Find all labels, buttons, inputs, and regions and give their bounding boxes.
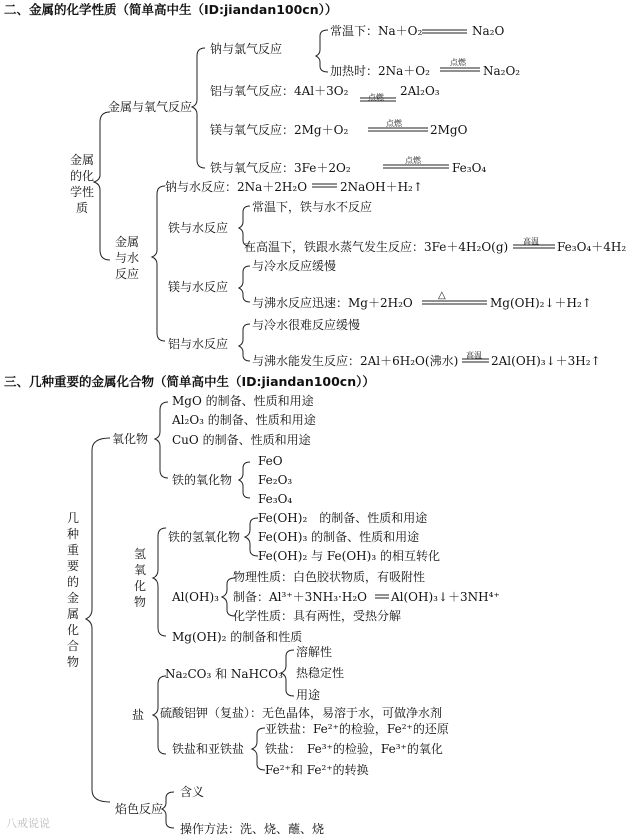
magnesium-cold: 与冷水反应缓慢 [252,259,337,273]
flame-item-1: 含义 [180,785,205,799]
heating-condition: 点燃 [450,58,466,67]
sodium-water: 钠与水反应：2Na＋2H₂O [165,180,308,194]
aluminum-condition: 点燃 [368,93,384,102]
section3-title: 三、几种重要的金属化合物（简单高中生（ID:jiandan100cn）） [4,374,375,389]
iron-oxide-2: Fe₂O₃ [258,473,293,487]
watermark: 八戒说说 [6,817,50,830]
aluminum-water-condition: 高温 [466,351,482,360]
heating-product: Na₂O₂ [483,64,521,78]
alum-text: 硫酸铝钾（复盐）：无色晶体，易溶于水，可做净水剂 [160,706,443,720]
sodium-oxygen-label: 钠与氯气反应 [210,42,283,56]
iron-oxide-3: Fe₃O₄ [258,492,293,506]
flame-label: 焰色反应 [115,802,164,816]
magnesium-condition: 点燃 [386,119,402,128]
iron-water-room: 常温下，铁与水不反应 [252,200,373,214]
iron-salt-1: 亚铁盐：Fe²⁺的检验，Fe²⁺的还原 [265,722,449,736]
iron-hydroxide-1: Fe(OH)₂ 的制备、性质和用途 [258,511,428,525]
magnesium-boiling: 与沸水反应迅速：Mg＋2H₂O [252,296,413,310]
magnesium-oxygen: 镁与氧气反应：2Mg＋O₂ [210,123,349,137]
room-temp-product: Na₂O [472,24,505,38]
oxides-label: 氧化物 [112,432,149,446]
iron-hydroxides-label: 铁的氢氧化物 [168,530,241,544]
iron-water-label: 铁与水反应 [168,221,229,235]
root-brace [94,112,110,260]
magnesium-water-label: 镁与水反应 [168,280,229,294]
oxide-item-1: MgO 的制备、性质和用途 [172,394,314,408]
hydroxides-label: 氢氧化物 [133,547,146,609]
iron-water-high: 在高温下，铁跟水蒸气发生反应：3Fe＋4H₂O(g) [244,240,509,254]
magnesium-water-condition: △ [438,290,446,301]
al-hydroxide-product: Al(OH)₃↓＋3NH⁴⁺ [391,590,500,604]
room-temp-text: 常温下：Na＋O₂ [330,24,423,38]
metal-chem-root: 金属的化学性质 [69,153,94,215]
oxide-item-2: Al₂O₃ 的制备、性质和用途 [172,413,316,427]
salts-label: 盐 [132,708,145,722]
iron-hydroxide-3: Fe(OH)₂ 与 Fe(OH)₃ 的相互转化 [258,549,440,563]
iron-water-product: Fe₃O₄＋4H₂ [557,240,627,254]
sodium-water-product: 2NaOH＋H₂↑ [340,180,423,194]
flame-item-2: 操作方法：洗、烧、蘸、烧 [180,822,325,836]
heating-text: 加热时：2Na＋O₂ [330,64,430,78]
mg-hydroxide: Mg(OH)₂ 的制备和性质 [172,630,303,644]
aluminum-cold: 与冷水很难反应缓慢 [252,318,361,332]
oxide-item-3: CuO 的制备、性质和用途 [172,433,311,447]
al-hydroxide-2: 制备：Al³⁺＋3NH₃·H₂O [233,590,367,604]
aluminum-water-label: 铝与水反应 [168,337,229,351]
aluminum-water-product: 2Al(OH)₃↓＋3H₂↑ [491,354,601,368]
carbonate-label: Na₂CO₃ 和 NaHCO₃ [165,667,283,681]
al-hydroxide-1: 物理性质：白色胶状物质，有吸附性 [233,570,426,584]
carbonate-item-2: 热稳定性 [296,666,345,680]
iron-oxides-label: 铁的氧化物 [172,473,233,487]
section2-title: 二、金属的化学性质（简单高中生（ID:jiandan100cn）） [4,2,338,17]
iron-salt-2: 铁盐： Fe³⁺的检验，Fe³⁺的氧化 [265,742,443,756]
compounds-root: 几种重要的金属化合物 [66,511,79,669]
carbonate-item-1: 溶解性 [296,645,333,659]
iron-hydroxide-2: Fe(OH)₃ 的制备、性质和用途 [258,530,420,544]
al-hydroxide-3: 化学性质：具有两性，受热分解 [233,609,402,623]
iron-oxygen: 铁与氧气反应：3Fe＋2O₂ [210,161,351,175]
water-label: 金属与水反应 [114,235,139,281]
iron-water-condition: 高温 [523,237,539,246]
aluminum-product: 2Al₂O₃ [400,84,440,98]
al-hydroxide-label: Al(OH)₃ [172,590,219,604]
aluminum-boiling: 与沸水能发生反应：2Al＋6H₂O(沸水) [252,354,459,368]
iron-salt-3: Fe²⁺和 Fe²⁺的转换 [265,763,369,777]
carbonate-item-3: 用途 [296,688,321,702]
magnesium-water-product: Mg(OH)₂↓＋H₂↑ [490,296,592,310]
iron-salts-label: 铁盐和亚铁盐 [172,742,245,756]
iron-product: Fe₃O₄ [452,161,487,175]
aluminum-oxygen: 铝与氧气反应：4Al＋3O₂ [210,84,349,98]
magnesium-product: 2MgO [430,123,468,137]
iron-condition: 点燃 [405,156,421,165]
oxygen-label: 金属与氧气反应 [108,100,193,114]
iron-oxide-1: FeO [258,454,283,468]
